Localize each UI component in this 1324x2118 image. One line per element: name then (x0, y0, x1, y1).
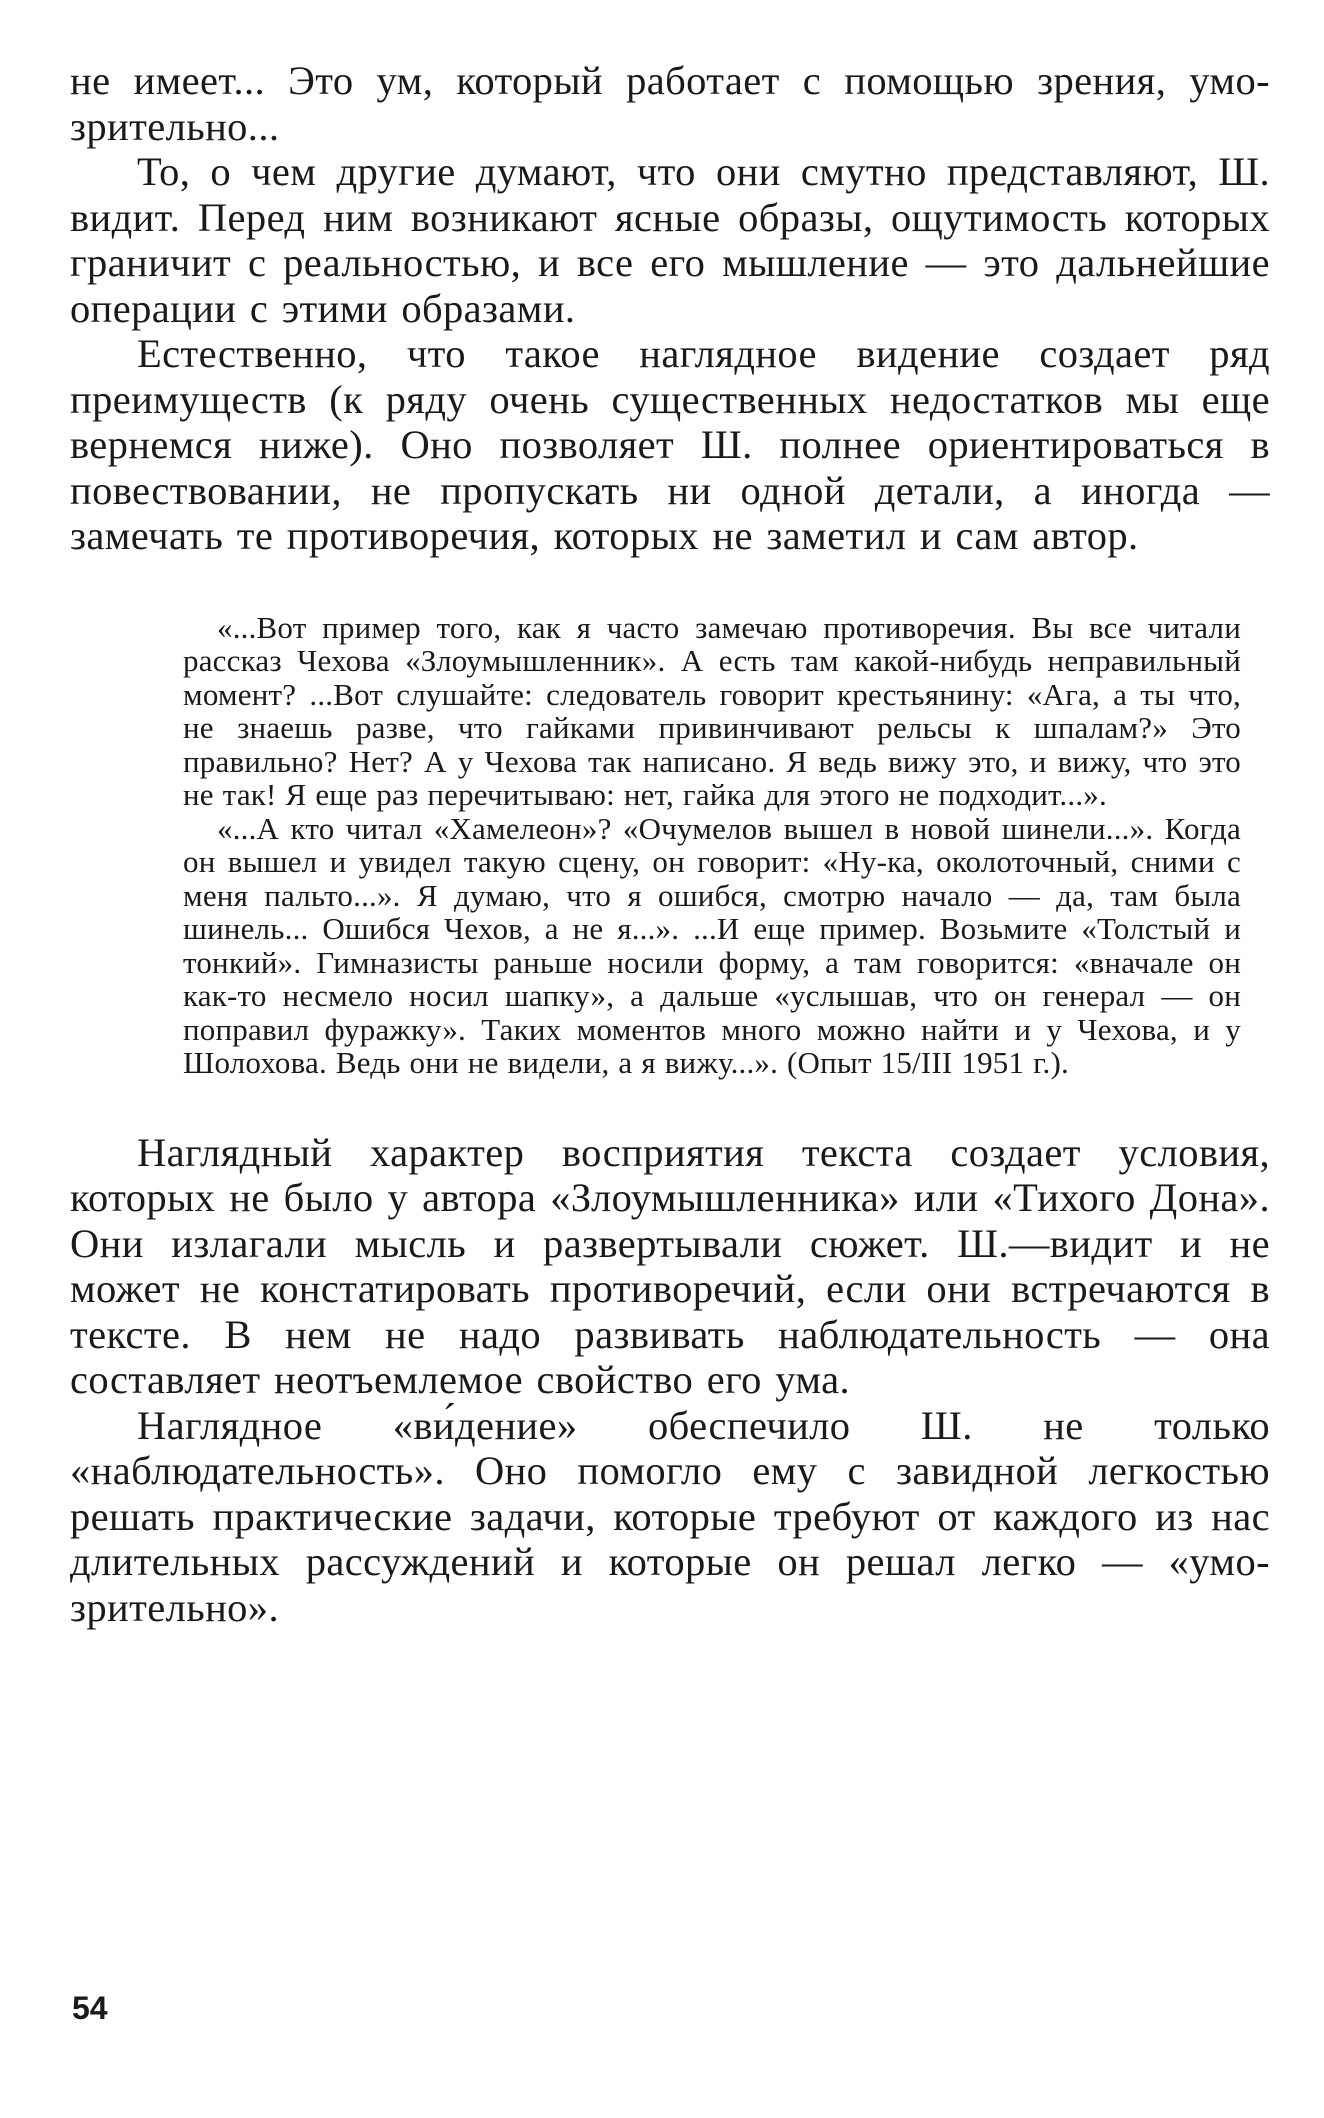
paragraph-continuation: не имеет... Это ум, который работает с помощью зрения, умо-зрительно... (70, 58, 1270, 149)
quote-paragraph-zloumyshlennik: «...Вот пример того, как я часто замечаю противоречия. Вы все читали рассказ Чехова «Злоумышленник». А есть там какой-нибудь неправильный момент? ...Вот слушайте: следователь говорит крестьянину: «Ага, а ты что, не знаешь разве, что гайками привинчивают рельсы к шпалам?» Это правильно? Нет? А у Чехова так написано. Я ведь вижу это, и вижу, что это не так! Я еще раз перечитываю: нет, гайка для этого не подходит...». (183, 609, 1241, 812)
page-number: 54 (72, 1990, 108, 2026)
paragraph-perception: Наглядный характер восприятия текста создает условия, которых не было у автора «Злоумышленника» или «Тихого Дона». Они излагали мысль и развертывали сюжет. Ш.—видит и не может не констатировать противоречий, если они встречаются в тексте. В нем не надо развивать наблюдательность — она составляет неотъемлемое свойство его ума. (70, 1129, 1270, 1402)
quote-block (183, 611, 1241, 1080)
paragraph-advantages: Естественно, что такое наглядное видение создает ряд преимуществ (к ряду очень существенных недостатков мы еще вернемся ниже). Оно позволяет Ш. полнее ориентироваться в повествовании, не пропускать ни одной детали, а иногда — замечать те противоречия, которых не заметил и сам автор. (70, 331, 1270, 558)
quote-paragraph-khameleon: «...А кто читал «Хамелеон»? «Очумелов вышел в новой шинели...». Когда он вышел и увидел такую сцену, он говорит: «Ну-ка, околоточный, сними с меня пальто...». Я думаю, что я ошибся, смотрю начало — да, там была шинель... Ошибся Чехов, а не я...». ...И еще пример. Возьмите «Толстый и тонкий». Гимназисты раньше носили форму, а там говорится: «вначале он как-то несмело носил шапку», а дальше «услышав, что он генерал — он поправил фуражку». Таких моментов много можно найти и у Чехова, и у Шолохова. Ведь они не видели, а я вижу...». (Опыт 15/III 1951 г.). (183, 810, 1241, 1080)
paragraph-imagery: То, о чем другие думают, что они смутно представляют, Ш. видит. Перед ним возникают ясные образы, ощутимость которых граничит с реальностью, и все его мышление — это дальнейшие операции с этими образами. (70, 149, 1270, 331)
page-body (70, 58, 1270, 1630)
paragraph-vision: Наглядное «ви́дение» обеспечило Ш. не только «наблюдательность». Оно помогло ему с завидной легкостью решать практические задачи, которые требуют от каждого из нас длительных рассуждений и которые он решал легко — «умо-зрительно». (70, 1402, 1270, 1630)
